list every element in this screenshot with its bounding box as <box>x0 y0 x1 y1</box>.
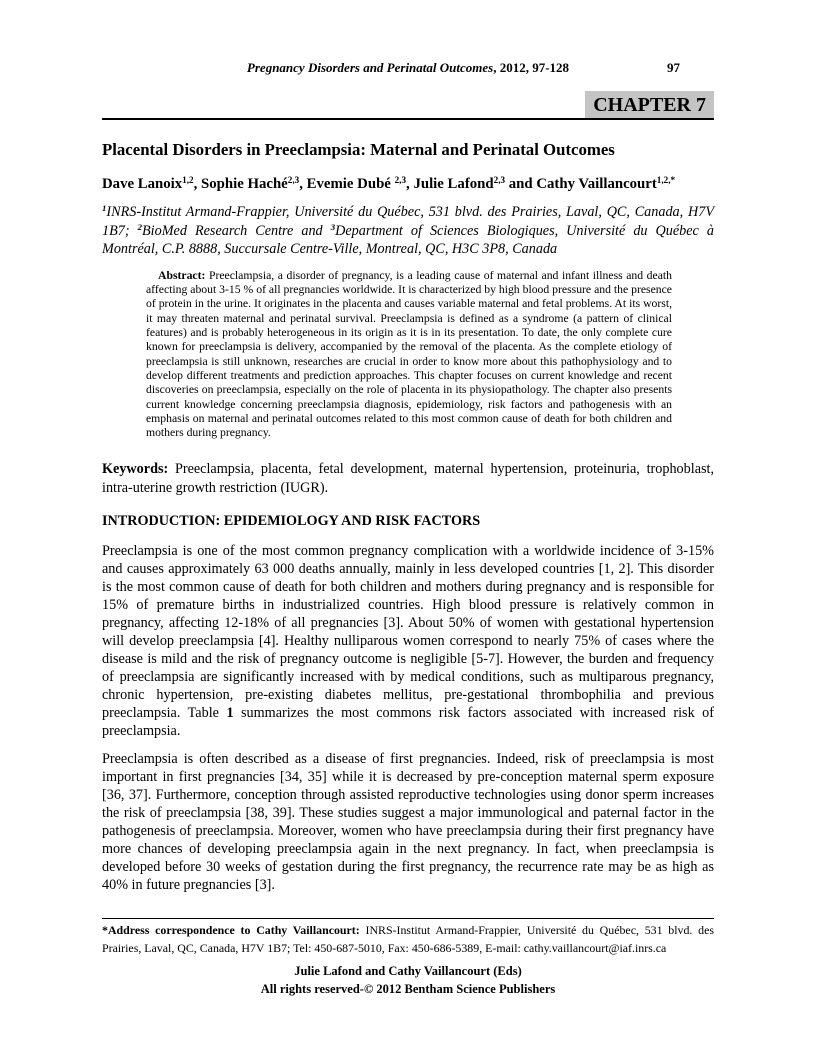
book-title: Pregnancy Disorders and Perinatal Outcomes <box>246 60 494 75</box>
paragraph-1-text: summarizes the most commons risk factors associated with increased risk of preeclampsia. <box>102 704 714 739</box>
abstract-text: Preeclampsia, a disorder of pregnancy, is a leading cause of maternal and infant illness and death affecting about 3-15 % of all pregnancies worldwide. It is characterized by high blood pressure and the presence of protein in the urine. It originates in the placenta and causes variable maternal and fetal problems. At its worst, it may threaten maternal and perinatal survival. Preeclampsia is defined as a syndrome (a pattern of clinical features) and is probably heterogeneous in its origin as it is in its presentation. To date, the only complete cure known for preeclampsia is delivery, accompanied by the removal of the placenta. As the complete etiology of preeclampsia is still unknown, researches are crucial in order to know more about this pathophysiology and to develop different treatments and prediction approaches. This chapter focuses on current knowledge and recent discoveries on preeclampsia, especially on the role of placenta in its physiopathology. The chapter also presents current knowledge concerning preeclampsia diagnosis, epidemiology, risk factors and pathogenesis with an emphasis on maternal and perinatal outcomes related to this most common cause of death for both children and mothers during pregnancy. <box>146 268 672 440</box>
affiliation-marker: 1 <box>102 203 107 214</box>
abstract-label: Abstract: <box>158 268 206 282</box>
affiliation-marker: 2 <box>137 221 143 232</box>
author-affiliation-marker: 2,3 <box>287 174 300 185</box>
affiliation-marker: 3 <box>330 221 336 232</box>
table-1-reference: 1 <box>226 704 234 721</box>
chapter-title: Placental Disorders in Preeclampsia: Maternal and Perinatal Outcomes <box>102 140 615 159</box>
author-name: Julie Lafond <box>413 176 494 192</box>
author-separator: , <box>406 176 414 192</box>
affiliation-text: INRS-Institut Armand-Frappier, Université du Québec, 531 blvd. des Prairies, Laval, QC, Canada, H7V 1B7; <box>102 204 714 239</box>
author-separator: and <box>505 176 537 192</box>
running-header-center <box>247 60 569 75</box>
issue-info: , 2012, 97-128 <box>493 60 570 75</box>
footer-copyright: All rights reserved-© 2012 Bentham Science Publishers <box>260 981 556 996</box>
author-line <box>102 174 714 195</box>
author-affiliation-marker: 2,3 <box>394 174 407 185</box>
author-name: Dave Lanoix <box>102 176 183 192</box>
footer-editors: Julie Lafond and Cathy Vaillancourt (Eds) <box>294 964 522 978</box>
author-affiliation-marker: 1,2 <box>182 174 194 185</box>
abstract <box>146 269 672 441</box>
author-separator: , <box>299 176 307 192</box>
author-affiliation-marker: 2,3 <box>493 174 506 185</box>
correspondence-text: INRS-Institut Armand-Frappier, Université du Québec, 531 blvd. des Prairies, Laval, QC, Canada, H7V 1B7; Tel: 450-687-5010, Fax: 450-686-5389, E-mail: cathy.vaillancourt@iaf.inrs.ca <box>102 923 715 955</box>
page-number: 97 <box>667 60 680 75</box>
author-affiliation-marker: 1,2,* <box>656 174 676 185</box>
chapter-rule <box>102 91 714 120</box>
affiliation-text: BioMed Research Centre and <box>142 222 331 239</box>
correspondence-label: *Address correspondence to Cathy Vaillancourt: <box>102 923 360 937</box>
section-heading-introduction: INTRODUCTION: EPIDEMIOLOGY AND RISK FACTORS <box>102 512 481 529</box>
keywords-text: Preeclampsia, placenta, fetal development, maternal hypertension, proteinuria, trophoblast, intra-uterine growth restriction (IUGR). <box>102 460 714 497</box>
author-separator: , <box>193 176 202 192</box>
paragraph-1-text: Preeclampsia is one of the most common pregnancy complication with a worldwide incidence of 3-15% and causes approximately 63 000 deaths annually, mainly in less developed countries [1, 2]. This disorder is the most common cause of death for both children and mothers during pregnancy and is responsible for 15% of premature births in industrialized countries. High blood pressure is relatively common in pregnancy, affecting 12-18% of all pregnancies [3]. About 50% of women with gestational hypertension will develop preeclampsia [4]. Healthy nulliparous women correspond to nearly 75% of cases where the disease is mild and the risk of pregnancy outcome is negligible [5-7]. However, the burden and frequency of preeclampsia are significantly increased with by medical conditions, such as multiparous pregnancy, chronic hypertension, pre-existing diabetes mellitus, pre-gestational thrombophilia and previous preeclampsia. Table <box>102 542 714 721</box>
affiliation-text: Department of Sciences Biologiques, Université du Québec à Montréal, C.P. 8888, Succursale Centre-Ville, Montreal, QC, H3C 3P8, Canada <box>102 222 714 257</box>
author-name: Cathy Vaillancourt <box>536 176 657 192</box>
running-header <box>102 60 714 75</box>
correspondence-footnote <box>102 918 714 957</box>
keywords-label: Keywords: <box>102 460 169 477</box>
paragraph-2: Preeclampsia is often described as a disease of first pregnancies. Indeed, risk of preeclampsia is most important in first pregnancies [34, 35] while it is decreased by pre-conception maternal sperm exposure [36, 37]. Furthermore, conception through assisted reproductive technologies using donor sperm increases the risk of preeclampsia [38, 39]. These studies suggest a major immunological and paternal factor in the pathogenesis of preeclampsia. Moreover, women who have preeclampsia during their first pregnancy have more chances of developing preeclampsia again in the next pregnancy. In fact, when preeclampsia is developed before 30 weeks of gestation during the first pregnancy, the recurrence rate may be as high as 40% in future pregnancies [3]. <box>102 750 714 893</box>
chapter-badge: CHAPTER 7 <box>585 91 714 118</box>
page-footer <box>102 963 714 998</box>
author-name: Sophie Haché <box>201 176 288 192</box>
keywords <box>102 460 714 499</box>
paragraph-1 <box>102 542 714 740</box>
affiliations <box>102 203 714 259</box>
author-name: Evemie Dubé <box>306 176 395 192</box>
